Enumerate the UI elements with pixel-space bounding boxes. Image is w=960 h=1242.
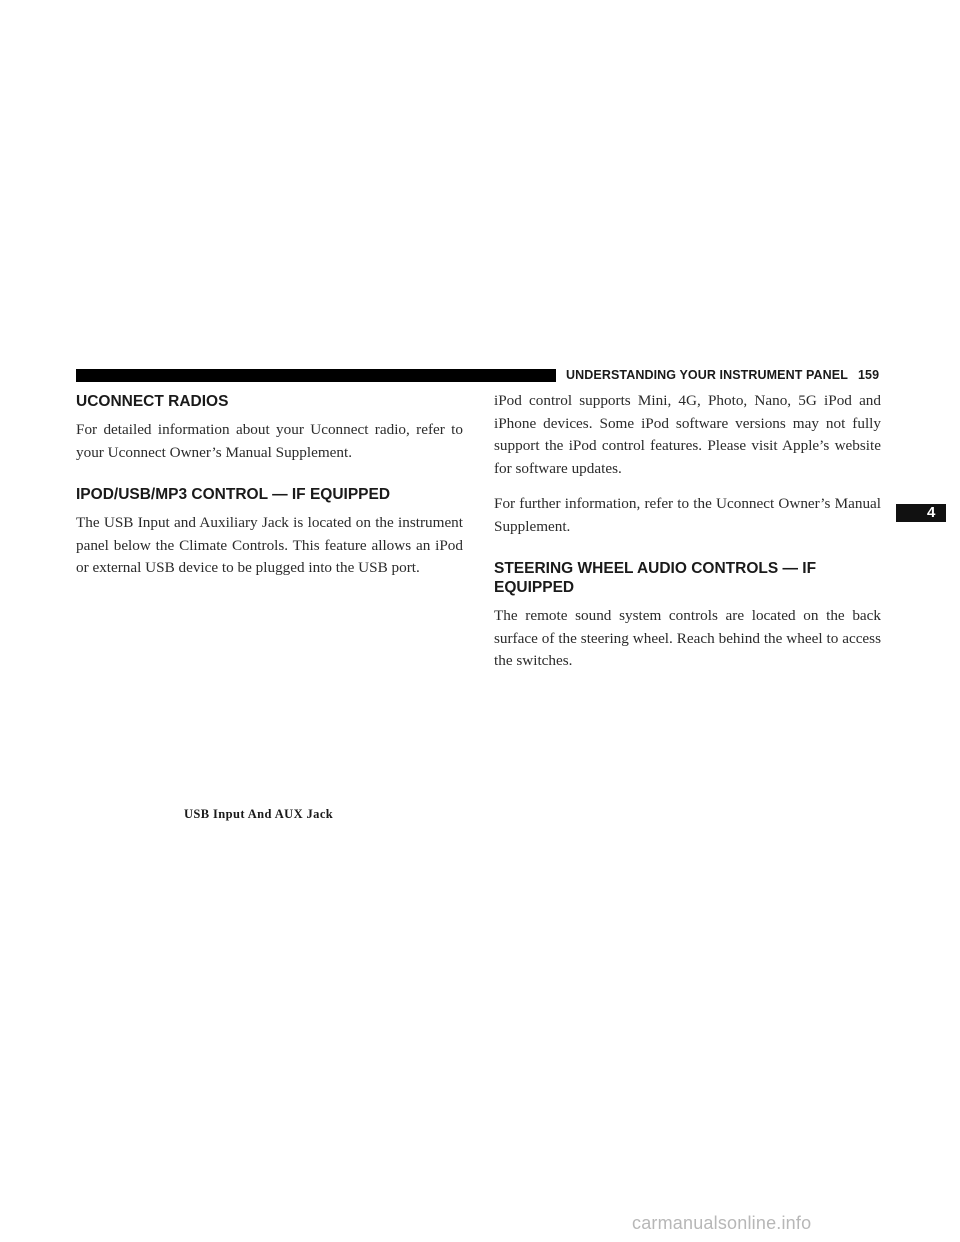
heading-steering-wheel-audio: STEERING WHEEL AUDIO CONTROLS — IF EQUIPPED <box>494 560 817 596</box>
paragraph-ipod-usb-mp3: The USB Input and Auxiliary Jack is located on the instrument panel below the Climate Controls. This feature allows an iPod or external USB device to be plugged into the USB port. <box>76 514 463 576</box>
header-rule <box>76 369 556 382</box>
paragraph-steering-wheel-audio: The remote sound system controls are located on the back surface of the steering wheel. Reach behind the wheel to access the switches. <box>494 607 881 669</box>
paragraph-ipod-support: iPod control supports Mini, 4G, Photo, Nano, 5G iPod and iPhone devices. Some iPod software versions may not fully support the iPod control features. Please visit Apple’s website for software updates. <box>494 392 881 477</box>
right-column <box>494 390 881 686</box>
heading-ipod-usb-mp3: IPOD/USB/MP3 CONTROL — IF EQUIPPED <box>76 486 391 503</box>
running-header-title: UNDERSTANDING YOUR INSTRUMENT PANEL <box>566 368 848 382</box>
paragraph-uconnect-radios: For detailed information about your Uconnect radio, refer to your Uconnect Owner’s Manual Supplement. <box>76 421 463 461</box>
figure-caption: USB Input And AUX Jack <box>184 807 334 821</box>
left-column <box>76 392 463 593</box>
chapter-tab: 4 <box>896 504 946 522</box>
running-header <box>566 368 896 382</box>
page-number: 159 <box>857 368 880 382</box>
paragraph-further-info: For further information, refer to the Uconnect Owner’s Manual Supplement. <box>494 495 881 535</box>
heading-uconnect-radios: UCONNECT RADIOS <box>76 393 229 410</box>
watermark-text[interactable]: carmanualsonline.info <box>632 1213 812 1233</box>
